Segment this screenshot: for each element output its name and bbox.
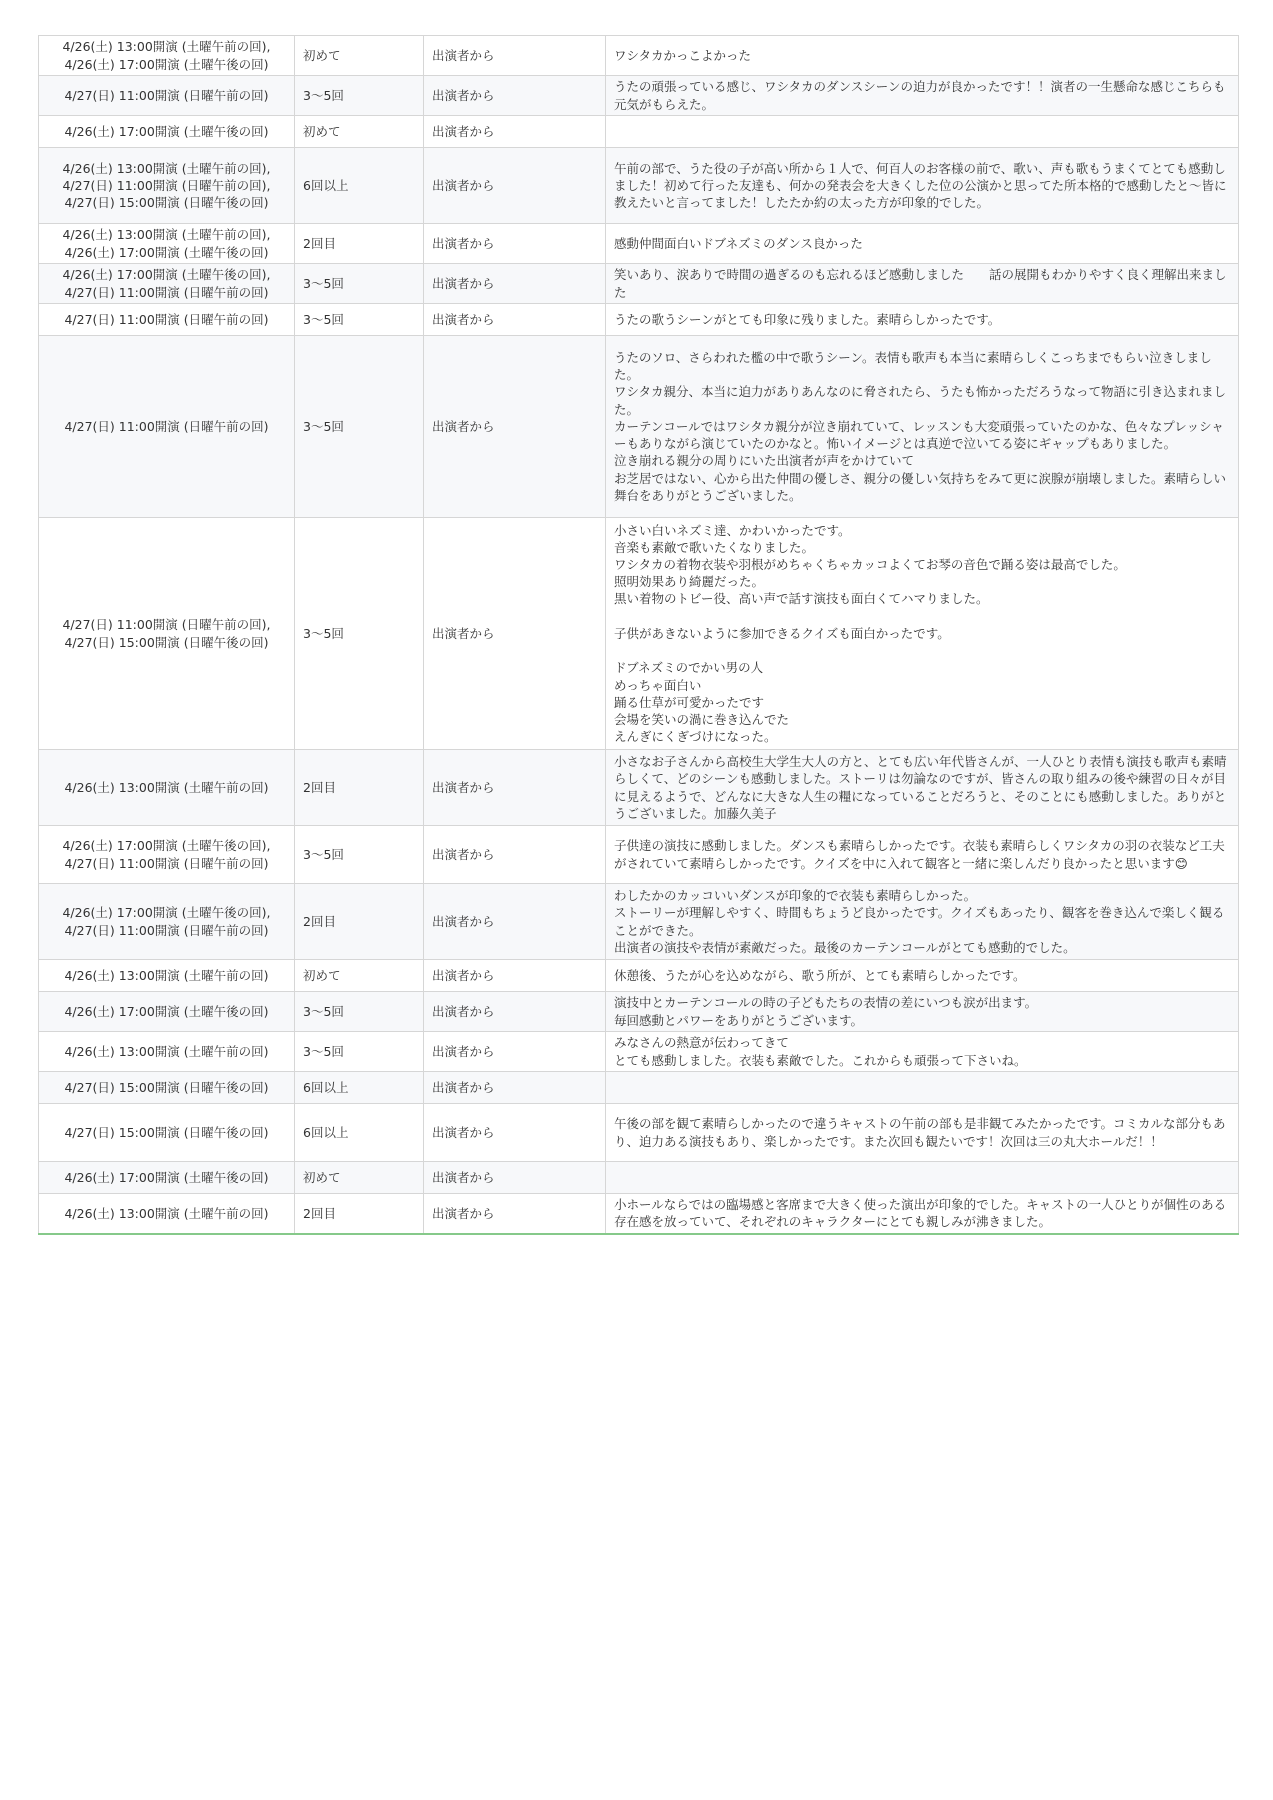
- performance-line: 4/27(日) 11:00開演 (日曜午前の回): [64, 922, 269, 938]
- source-cell: 出演者から: [424, 750, 606, 826]
- performance-cell: [39, 826, 295, 884]
- performance-line: 4/27(日) 15:00開演 (日曜午後の回): [64, 634, 269, 650]
- comment-cell: みなさんの熱意が伝わってきて とても感動しました。衣装も素敵でした。これからも頑張って下さいね。: [606, 1032, 1239, 1072]
- table-row: [39, 1072, 1239, 1104]
- survey-response-table: [38, 35, 1239, 1235]
- source-cell: 出演者から: [424, 1162, 606, 1194]
- performance-line: 4/27(日) 15:00開演 (日曜午後の回): [64, 1079, 269, 1095]
- table-row: [39, 76, 1239, 116]
- table-row: [39, 1162, 1239, 1194]
- performance-line: 4/27(日) 11:00開演 (日曜午前の回): [64, 87, 269, 103]
- table-row: [39, 992, 1239, 1032]
- comment-cell: [606, 1072, 1239, 1104]
- attendance-count-cell: 初めて: [295, 36, 424, 76]
- source-cell: 出演者から: [424, 826, 606, 884]
- table-row: [39, 36, 1239, 76]
- performance-cell: [39, 264, 295, 304]
- table-row: [39, 884, 1239, 960]
- performance-line: 4/26(土) 13:00開演 (土曜午前の回),: [62, 227, 271, 243]
- comment-cell: [606, 116, 1239, 148]
- comment-cell: 休憩後、うたが心を込めながら、歌う所が、とても素晴らしかったです。: [606, 960, 1239, 992]
- performance-line: 4/26(土) 13:00開演 (土曜午前の回): [64, 779, 269, 795]
- table-body: [39, 36, 1239, 1234]
- performance-cell: [39, 992, 295, 1032]
- performance-line: 4/26(土) 17:00開演 (土曜午後の回): [64, 1003, 269, 1019]
- table-row: [39, 1032, 1239, 1072]
- source-cell: 出演者から: [424, 992, 606, 1032]
- table-row: [39, 336, 1239, 518]
- comment-cell: 小さなお子さんから高校生大学生大人の方と、とても広い年代皆さんが、一人ひとり表情も演技も歌声も素晴らしくて、どのシーンも感動しました。ストーリは勿論なのですが、皆さんの取り組みの後や練習の日々が目に見えるようで、どんなに大きな人生の糧になっていることだろうと、そのことにも感動しました。ありがとうございました。加藤久美子: [606, 750, 1239, 826]
- attendance-count-cell: 2回目: [295, 750, 424, 826]
- performance-line: 4/26(土) 13:00開演 (土曜午前の回),: [62, 39, 271, 55]
- performance-line: 4/27(日) 11:00開演 (日曜午前の回),: [62, 177, 271, 193]
- source-cell: 出演者から: [424, 1194, 606, 1234]
- source-cell: 出演者から: [424, 960, 606, 992]
- comment-cell: うたの歌うシーンがとても印象に残りました。素晴らしかったです。: [606, 304, 1239, 336]
- source-cell: 出演者から: [424, 1032, 606, 1072]
- attendance-count-cell: 初めて: [295, 116, 424, 148]
- performance-cell: [39, 1032, 295, 1072]
- table-row: [39, 1194, 1239, 1234]
- performance-cell: [39, 1194, 295, 1234]
- source-cell: 出演者から: [424, 264, 606, 304]
- performance-line: 4/27(日) 11:00開演 (日曜午前の回): [64, 311, 269, 327]
- performance-cell: [39, 1162, 295, 1194]
- performance-line: 4/27(日) 11:00開演 (日曜午前の回): [64, 284, 269, 300]
- performance-cell: [39, 518, 295, 750]
- performance-line: 4/26(土) 13:00開演 (土曜午前の回),: [62, 160, 271, 176]
- comment-cell: 笑いあり、涙ありで時間の過ぎるのも忘れるほど感動しました 話の展開もわかりやすく良く理解出来ました: [606, 264, 1239, 304]
- attendance-count-cell: 初めて: [295, 1162, 424, 1194]
- performance-line: 4/26(土) 17:00開演 (土曜午後の回),: [62, 905, 271, 921]
- attendance-count-cell: 3〜5回: [295, 304, 424, 336]
- performance-line: 4/26(土) 13:00開演 (土曜午前の回): [64, 1043, 269, 1059]
- source-cell: 出演者から: [424, 1104, 606, 1162]
- performance-line: 4/26(土) 13:00開演 (土曜午前の回): [64, 967, 269, 983]
- performance-line: 4/26(土) 17:00開演 (土曜午後の回),: [62, 838, 271, 854]
- attendance-count-cell: 3〜5回: [295, 76, 424, 116]
- comment-cell: [606, 1162, 1239, 1194]
- survey-response-sheet: [38, 35, 1238, 1235]
- performance-line: 4/26(土) 17:00開演 (土曜午後の回): [64, 123, 269, 139]
- performance-cell: [39, 750, 295, 826]
- performance-line: 4/27(日) 11:00開演 (日曜午前の回),: [62, 617, 271, 633]
- performance-cell: [39, 148, 295, 224]
- source-cell: 出演者から: [424, 304, 606, 336]
- attendance-count-cell: 初めて: [295, 960, 424, 992]
- table-row: [39, 1104, 1239, 1162]
- table-row: [39, 224, 1239, 264]
- performance-cell: [39, 36, 295, 76]
- comment-cell: 子供達の演技に感動しました。ダンスも素晴らしかったです。衣装も素晴らしくワシタカの羽の衣装など工夫がされていて素晴らしかったです。クイズを中に入れて観客と一緒に楽しんだり良かったと思います😊: [606, 826, 1239, 884]
- performance-line: 4/27(日) 15:00開演 (日曜午後の回): [64, 195, 269, 211]
- source-cell: 出演者から: [424, 224, 606, 264]
- performance-cell: [39, 336, 295, 518]
- performance-cell: [39, 224, 295, 264]
- table-row: [39, 518, 1239, 750]
- attendance-count-cell: 3〜5回: [295, 1032, 424, 1072]
- table-row: [39, 148, 1239, 224]
- comment-cell: 午後の部を観て素晴らしかったので違うキャストの午前の部も是非観てみたかったです。コミカルな部分もあり、迫力ある演技もあり、楽しかったです。また次回も観たいです！次回は三の丸大ホールだ！！: [606, 1104, 1239, 1162]
- performance-line: 4/26(土) 17:00開演 (土曜午後の回),: [62, 267, 271, 283]
- performance-line: 4/26(土) 17:00開演 (土曜午後の回): [64, 56, 269, 72]
- attendance-count-cell: 6回以上: [295, 148, 424, 224]
- table-row: [39, 116, 1239, 148]
- source-cell: 出演者から: [424, 76, 606, 116]
- comment-cell: ワシタカかっこよかった: [606, 36, 1239, 76]
- attendance-count-cell: 2回目: [295, 1194, 424, 1234]
- source-cell: 出演者から: [424, 148, 606, 224]
- table-row: [39, 304, 1239, 336]
- attendance-count-cell: 6回以上: [295, 1104, 424, 1162]
- source-cell: 出演者から: [424, 884, 606, 960]
- performance-line: 4/27(日) 11:00開演 (日曜午前の回): [64, 855, 269, 871]
- attendance-count-cell: 3〜5回: [295, 992, 424, 1032]
- performance-cell: [39, 960, 295, 992]
- performance-line: 4/26(土) 17:00開演 (土曜午後の回): [64, 1169, 269, 1185]
- table-row: [39, 960, 1239, 992]
- comment-cell: わしたかのカッコいいダンスが印象的で衣装も素晴らしかった。 ストーリーが理解しやすく、時間もちょうど良かったです。クイズもあったり、観客を巻き込んで楽しく観ることができた。 出演者の演技や表情が素敵だった。最後のカーテンコールがとても感動的でした。: [606, 884, 1239, 960]
- attendance-count-cell: 3〜5回: [295, 826, 424, 884]
- comment-cell: 小ホールならではの臨場感と客席まで大きく使った演出が印象的でした。キャストの一人ひとりが個性のある存在感を放っていて、それぞれのキャラクターにとても親しみが沸きました。: [606, 1194, 1239, 1234]
- performance-cell: [39, 1104, 295, 1162]
- attendance-count-cell: 3〜5回: [295, 264, 424, 304]
- performance-cell: [39, 116, 295, 148]
- attendance-count-cell: 3〜5回: [295, 518, 424, 750]
- source-cell: 出演者から: [424, 518, 606, 750]
- comment-cell: 感動仲間面白いドブネズミのダンス良かった: [606, 224, 1239, 264]
- comment-cell: 演技中とカーテンコールの時の子どもたちの表情の差にいつも涙が出ます。 毎回感動とパワーをありがとうございます。: [606, 992, 1239, 1032]
- performance-cell: [39, 76, 295, 116]
- performance-line: 4/27(日) 11:00開演 (日曜午前の回): [64, 418, 269, 434]
- source-cell: 出演者から: [424, 36, 606, 76]
- attendance-count-cell: 3〜5回: [295, 336, 424, 518]
- source-cell: 出演者から: [424, 1072, 606, 1104]
- performance-cell: [39, 1072, 295, 1104]
- comment-cell: 午前の部で、うた役の子が高い所から１人で、何百人のお客様の前で、歌い、声も歌もうまくてとても感動しました！初めて行った友達も、何かの発表会を大きくした位の公演かと思ってた所本格的で感動したと〜皆に教えたいと言ってました！したたか約の太った方が印象的でした。: [606, 148, 1239, 224]
- performance-cell: [39, 884, 295, 960]
- performance-line: 4/27(日) 15:00開演 (日曜午後の回): [64, 1124, 269, 1140]
- comment-cell: 小さい白いネズミ達、かわいかったです。 音楽も素敵で歌いたくなりました。 ワシタカの着物衣装や羽根がめちゃくちゃカッコよくてお琴の音色で踊る姿は最高でした。 照明効果あり綺麗だった。 黒い着物のトビー役、高い声で話す演技も面白くてハマりました。 子供があきないように参加できるクイズも面白かったです。 ドブネズミのでかい男の人 めっちゃ面白い 踊る仕草が可愛かったです 会場を笑いの渦に巻き込んでた えんぎにくぎづけになった。: [606, 518, 1239, 750]
- source-cell: 出演者から: [424, 116, 606, 148]
- performance-line: 4/26(土) 17:00開演 (土曜午後の回): [64, 244, 269, 260]
- performance-line: 4/26(土) 13:00開演 (土曜午前の回): [64, 1205, 269, 1221]
- attendance-count-cell: 2回目: [295, 224, 424, 264]
- table-row: [39, 750, 1239, 826]
- attendance-count-cell: 2回目: [295, 884, 424, 960]
- performance-cell: [39, 304, 295, 336]
- attendance-count-cell: 6回以上: [295, 1072, 424, 1104]
- table-row: [39, 826, 1239, 884]
- comment-cell: うたのソロ、さらわれた檻の中で歌うシーン。表情も歌声も本当に素晴らしくこっちまでもらい泣きしました。 ワシタカ親分、本当に迫力がありあんなのに脅されたら、うたも怖かっただろうなって物語に引き込まれました。 カーテンコールではワシタカ親分が泣き崩れていて、レッスンも大変頑張っていたのかな、色々なプレッシャーもありながら演じていたのかなと。怖いイメージとは真逆で泣いてる姿にギャップもありました。 泣き崩れる親分の周りにいた出演者が声をかけていて お芝居ではない、心から出た仲間の優しさ、親分の優しい気持ちをみて更に涙腺が崩壊しました。素晴らしい舞台をありがとうございました。: [606, 336, 1239, 518]
- comment-cell: うたの頑張っている感じ、ワシタカのダンスシーンの迫力が良かったです！！演者の一生懸命な感じこちらも元気がもらえた。: [606, 76, 1239, 116]
- source-cell: 出演者から: [424, 336, 606, 518]
- table-row: [39, 264, 1239, 304]
